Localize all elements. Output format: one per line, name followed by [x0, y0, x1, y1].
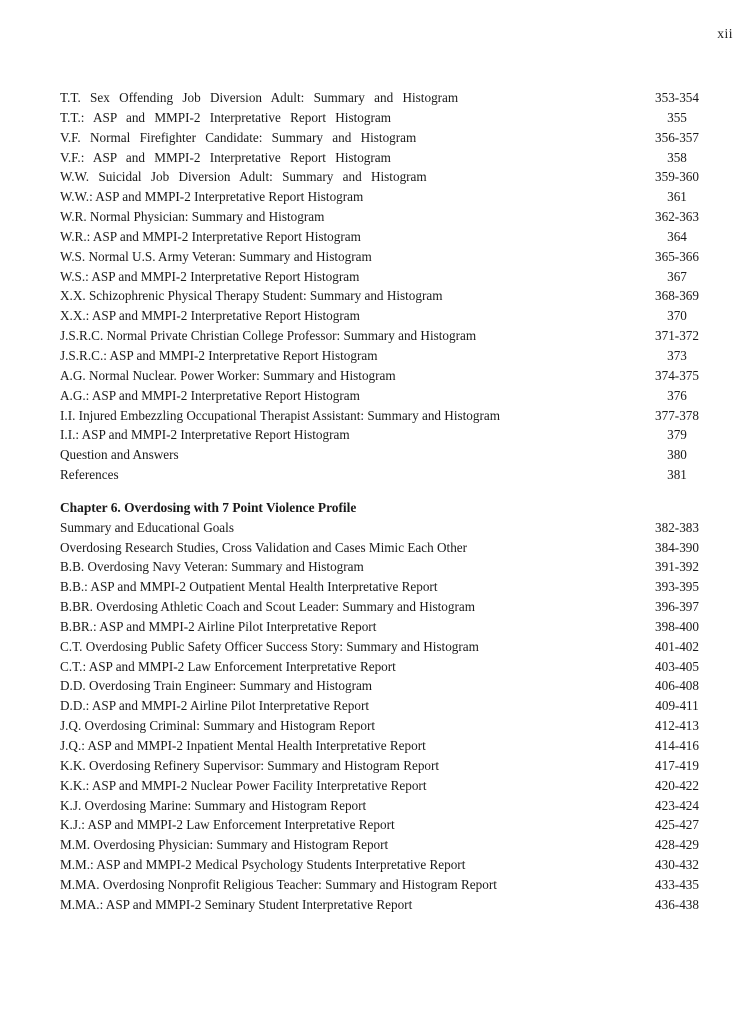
toc-entry-title: J.S.R.C. Normal Private Christian College Professor: Summary and Histogram — [60, 328, 477, 344]
toc-entry — [60, 406, 708, 426]
toc-entry — [60, 108, 708, 128]
toc-entry — [60, 286, 708, 306]
toc-entry-title: J.Q.: ASP and MMPI-2 Inpatient Mental Health Interpretative Report — [60, 738, 426, 753]
page-number: xii — [717, 26, 733, 41]
toc-entry — [60, 538, 708, 558]
chapter-heading: Chapter 6. Overdosing with 7 Point Violence Profile — [60, 499, 357, 515]
toc-entry-title: Overdosing Research Studies, Cross Validation and Cases Mimic Each Other — [60, 539, 468, 555]
toc-entry-pages: 425-427 — [655, 817, 699, 833]
toc-entry-pages: 381 — [667, 467, 687, 483]
toc-entry-pages: 356-357 — [655, 129, 699, 145]
toc-entry-title: T.T. Sex Offending Job Diversion Adult: Summary and Histogram — [60, 90, 459, 105]
toc-entry-title: C.T. Overdosing Public Safety Officer Success Story: Summary and Histogram — [60, 638, 479, 654]
toc-entry — [60, 756, 708, 776]
toc-entry-pages: 359-360 — [655, 169, 699, 185]
toc-entry-pages: 403-405 — [655, 658, 699, 674]
toc-entry — [60, 88, 708, 108]
toc-entry — [60, 326, 708, 346]
toc-entry-pages: 398-400 — [655, 618, 699, 634]
toc-entry-title: B.B.: ASP and MMPI-2 Outpatient Mental Health Interpretative Report — [60, 579, 438, 595]
toc-entry — [60, 306, 708, 326]
toc-entry-pages: 396-397 — [655, 599, 699, 615]
toc-entry — [60, 696, 708, 716]
toc-entry-title: K.K. Overdosing Refinery Supervisor: Summary and Histogram Report — [60, 757, 440, 773]
toc-entry-pages: 365-366 — [655, 248, 699, 264]
toc-entry-title: V.F. Normal Firefighter Candidate: Summary and Histogram — [60, 129, 417, 145]
toc-entry-title: V.F.: ASP and MMPI-2 Interpretative Report Histogram — [60, 149, 391, 165]
toc-entry — [60, 187, 708, 207]
toc-entry-pages: 362-363 — [655, 209, 699, 225]
toc-entry — [60, 796, 708, 816]
toc-entry-title: T.T.: ASP and MMPI-2 Interpretative Report Histogram — [60, 109, 391, 125]
toc-entry-pages: 401-402 — [655, 638, 699, 654]
toc-entry-title: A.G.: ASP and MMPI-2 Interpretative Report Histogram — [60, 387, 360, 403]
toc-entry — [60, 815, 708, 835]
toc-entry — [60, 167, 708, 187]
toc-entry — [60, 425, 708, 445]
toc-entry-pages: 373 — [667, 347, 687, 363]
toc-entry-title: I.I.: ASP and MMPI-2 Interpretative Report Histogram — [60, 427, 350, 443]
toc-entry-pages: 358 — [667, 149, 687, 165]
toc-entry-title: I.I. Injured Embezzling Occupational Therapist Assistant: Summary and Histogram — [60, 407, 500, 423]
toc-entry-title: M.M.: ASP and MMPI-2 Medical Psychology Students Interpretative Report — [60, 857, 466, 873]
toc-entry — [60, 148, 708, 168]
toc-entry-pages: 382-383 — [655, 519, 699, 535]
toc-entry-pages: 374-375 — [655, 367, 699, 383]
toc-entry-pages: 370 — [667, 308, 687, 324]
toc-entry-pages: 367 — [667, 268, 687, 284]
toc-entry — [60, 637, 708, 657]
toc-entry-pages: 355 — [667, 109, 687, 125]
toc-entry-title: M.MA.: ASP and MMPI-2 Seminary Student Interpretative Report — [60, 896, 413, 912]
toc-entry-title: J.Q. Overdosing Criminal: Summary and Histogram Report — [60, 718, 375, 734]
toc-entry-pages: 412-413 — [655, 718, 699, 734]
toc-entry-pages: 423-424 — [655, 797, 699, 813]
toc-entry — [60, 736, 708, 756]
toc-entry-pages: 364 — [667, 228, 687, 244]
toc-entry — [60, 657, 708, 677]
toc-entry-pages: 368-369 — [655, 288, 699, 304]
toc-entry — [60, 855, 708, 875]
toc-entry-pages: 436-438 — [655, 896, 699, 912]
toc-entry-pages: 376 — [667, 387, 687, 403]
toc-entry-title: W.S.: ASP and MMPI-2 Interpretative Report Histogram — [60, 268, 360, 284]
toc-entry-pages: 384-390 — [655, 539, 699, 555]
toc-entry-pages: 433-435 — [655, 876, 699, 892]
toc-entry-title: W.R. Normal Physician: Summary and Histogram — [60, 209, 325, 225]
toc-entry — [60, 518, 708, 538]
toc-entry-title: K.K.: ASP and MMPI-2 Nuclear Power Facility Interpretative Report — [60, 777, 427, 793]
toc-entry-title: References — [60, 467, 119, 483]
toc-entry — [60, 386, 708, 406]
toc-entry — [60, 247, 708, 267]
toc-entry-pages: 361 — [667, 189, 687, 205]
toc-entry — [60, 207, 708, 227]
toc-entry-title: B.B. Overdosing Navy Veteran: Summary and Histogram — [60, 559, 364, 575]
toc-entry-title: K.J. Overdosing Marine: Summary and Histogram Report — [60, 797, 367, 813]
toc-entry-pages: 430-432 — [655, 857, 699, 873]
toc-entry-pages: 428-429 — [655, 837, 699, 853]
toc-entry-title: A.G. Normal Nuclear. Power Worker: Summary and Histogram — [60, 367, 396, 383]
toc-entry-pages: 377-378 — [655, 407, 699, 423]
toc-entry-title: C.T.: ASP and MMPI-2 Law Enforcement Interpretative Report — [60, 658, 396, 674]
toc-entry — [60, 577, 708, 597]
toc-entry — [60, 676, 708, 696]
table-of-contents — [60, 88, 708, 915]
toc-entry — [60, 366, 708, 386]
toc-entry-title: J.S.R.C.: ASP and MMPI-2 Interpretative Report Histogram — [60, 347, 378, 363]
toc-entry-title: X.X. Schizophrenic Physical Therapy Student: Summary and Histogram — [60, 288, 443, 304]
toc-entry — [60, 346, 708, 366]
toc-entry-title: D.D. Overdosing Train Engineer: Summary and Histogram — [60, 678, 373, 694]
toc-entry-pages: 406-408 — [655, 678, 699, 694]
toc-entry — [60, 445, 708, 465]
toc-entry-title: W.R.: ASP and MMPI-2 Interpretative Report Histogram — [60, 228, 361, 244]
toc-entry — [60, 895, 708, 915]
toc-entry — [60, 128, 708, 148]
toc-entry-pages: 409-411 — [655, 698, 699, 714]
toc-entry-pages: 371-372 — [655, 328, 699, 344]
toc-entry — [60, 267, 708, 287]
toc-entry-pages: 391-392 — [655, 559, 699, 575]
toc-entry-title: M.M. Overdosing Physician: Summary and Histogram Report — [60, 837, 389, 853]
toc-entry-title: X.X.: ASP and MMPI-2 Interpretative Report Histogram — [60, 308, 360, 324]
toc-entry-title: Question and Answers — [60, 447, 179, 463]
toc-entry-pages: 379 — [667, 427, 687, 443]
toc-entry-pages: 417-419 — [655, 757, 699, 773]
toc-entry-title: K.J.: ASP and MMPI-2 Law Enforcement Interpretative Report — [60, 817, 395, 833]
toc-entry-pages: 420-422 — [655, 777, 699, 793]
toc-entry-pages: 380 — [667, 447, 687, 463]
toc-entry — [60, 597, 708, 617]
toc-entry — [60, 557, 708, 577]
toc-entry — [60, 227, 708, 247]
toc-entry-title: W.W. Suicidal Job Diversion Adult: Summary and Histogram — [60, 169, 427, 185]
toc-entry-title: Summary and Educational Goals — [60, 519, 234, 535]
toc-entry — [60, 716, 708, 736]
toc-entry-title: W.S. Normal U.S. Army Veteran: Summary and Histogram — [60, 248, 372, 264]
toc-entry — [60, 776, 708, 796]
toc-entry — [60, 875, 708, 895]
toc-entry — [60, 465, 708, 485]
toc-entry-title: D.D.: ASP and MMPI-2 Airline Pilot Interpretative Report — [60, 698, 370, 714]
toc-entry-title: B.BR. Overdosing Athletic Coach and Scout Leader: Summary and Histogram — [60, 599, 475, 615]
toc-entry-pages: 353-354 — [655, 90, 699, 105]
toc-entry-pages: 393-395 — [655, 579, 699, 595]
toc-entry — [60, 617, 708, 637]
toc-entry-title: W.W.: ASP and MMPI-2 Interpretative Report Histogram — [60, 189, 364, 205]
toc-entry-pages: 414-416 — [655, 738, 699, 753]
toc-entry-title: M.MA. Overdosing Nonprofit Religious Teacher: Summary and Histogram Report — [60, 876, 497, 892]
toc-entry — [60, 835, 708, 855]
toc-entry-title: B.BR.: ASP and MMPI-2 Airline Pilot Interpretative Report — [60, 618, 377, 634]
